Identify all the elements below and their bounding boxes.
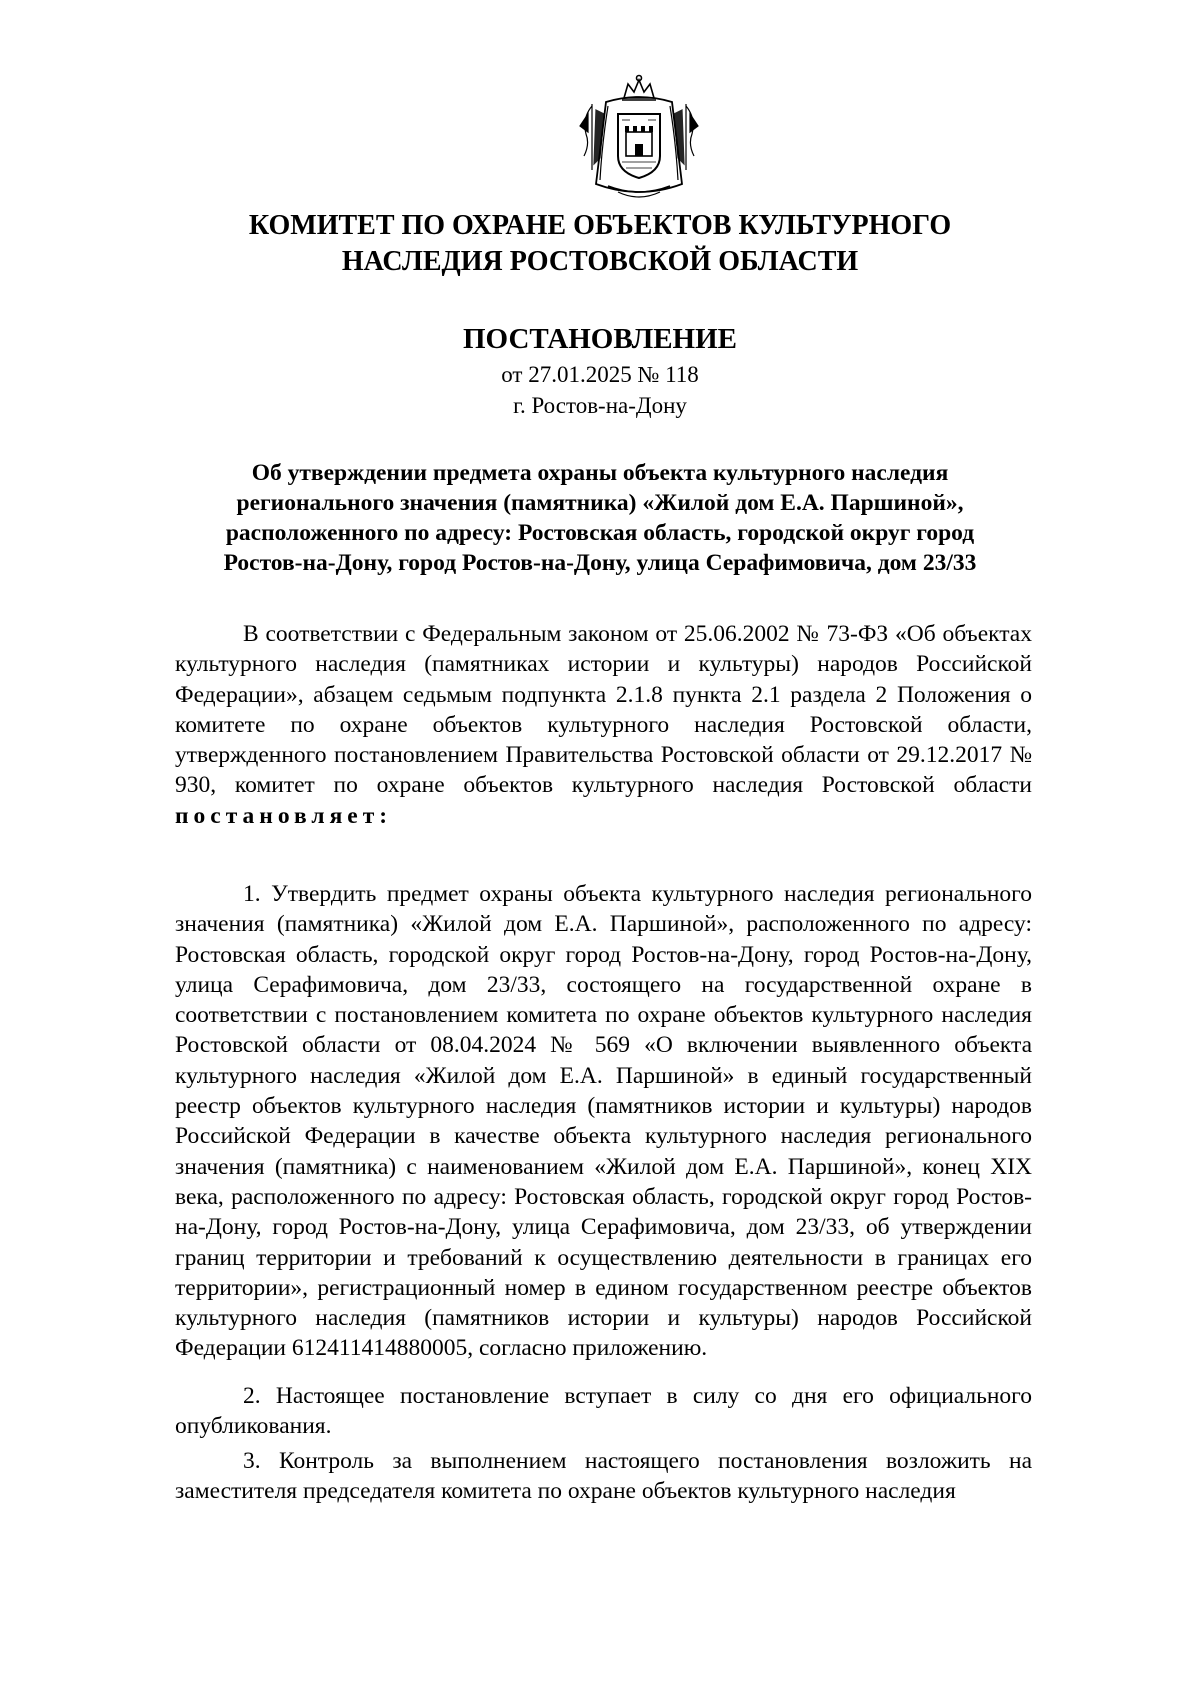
organization-title	[160, 208, 1040, 280]
document-type: ПОСТАНОВЛЕНИЕ	[462, 323, 737, 355]
organization-title-line-1: КОМИТЕТ ПО ОХРАНЕ ОБЪЕКТОВ КУЛЬТУРНОГО	[248, 210, 952, 241]
document-subject	[175, 458, 1025, 578]
subject-line-2: регионального значения (памятника) «Жилой дом Е.А. Паршиной»,	[236, 490, 964, 516]
item-3-paragraph: 3. Контроль за выполнением настоящего постановления возложить на заместителя председателя комитета по охране объектов культурного наследия	[175, 1448, 1032, 1505]
item-1-paragraph: 1. Утвердить предмет охраны объекта культурного наследия регионального значения (памятника) «Жилой дом Е.А. Паршиной», расположенного по адресу: Ростовская область, городской округ город Ростов-на-Дону, город Ростов-на-Дону, улица Серафимовича, дом 23/33, состоящего на государственной охране в соответствии с постановлением комитета по охране объектов культурного наследия Ростовской области от 08.04.2024 № 569 «О включении выявленного объекта культурного наследия «Жилой дом Е.А. Паршиной» в единый государственный реестр объектов культурного наследия (памятников истории и культуры) народов Российской Федерации в качестве объекта культурного наследия регионального значения (памятника) с наименованием «Жилой дом Е.А. Паршиной», конец XIX века, расположенного по адресу: Ростовская область, городской округ город Ростов-на-Дону, город Ростов-на-Дону, улица Серафимовича, дом 23/33, об утверждении границ территории и требований к осуществлению деятельности в границах его территории», регистрационный номер в едином государственном реестре объектов культурного наследия (памятников истории и культуры) народов Российской Федерации 612411414880005, согласно приложению.	[175, 881, 1032, 1362]
item-2-paragraph: 2. Настоящее постановление вступает в силу со дня его официального опубликования.	[175, 1383, 1032, 1440]
subject-line-1: Об утверждении предмета охраны объекта культурного наследия	[251, 460, 949, 486]
subject-line-3: расположенного по адресу: Ростовская область, городской округ город	[225, 520, 975, 546]
intro-paragraph	[175, 619, 1032, 831]
coat-of-arms-icon	[578, 74, 700, 202]
decree-word: постановляет:	[175, 802, 393, 829]
intro-text: В соответствии с Федеральным законом от 25.06.2002 № 73-ФЗ «Об объектах культурного наследия (памятниках истории и культуры) народов Российской Федерации», абзацем седьмым подпункта 2.1.8 пункта 2.1 раздела 2 Положения о комитете по охране объектов культурного наследия Ростовской области, утвержденного постановлением Правительства Ростовской области от 29.12.2017 № 930, комитет по охране объектов культурного наследия Ростовской области	[175, 621, 1032, 799]
organization-title-line-2: НАСЛЕДИЯ РОСТОВСКОЙ ОБЛАСТИ	[341, 246, 859, 277]
document-date-number: от 27.01.2025 № 118	[501, 362, 699, 387]
document-city: г. Ростов-на-Дону	[513, 393, 687, 418]
subject-line-4: Ростов-на-Дону, город Ростов-на-Дону, улица Серафимовича, дом 23/33	[223, 550, 977, 576]
